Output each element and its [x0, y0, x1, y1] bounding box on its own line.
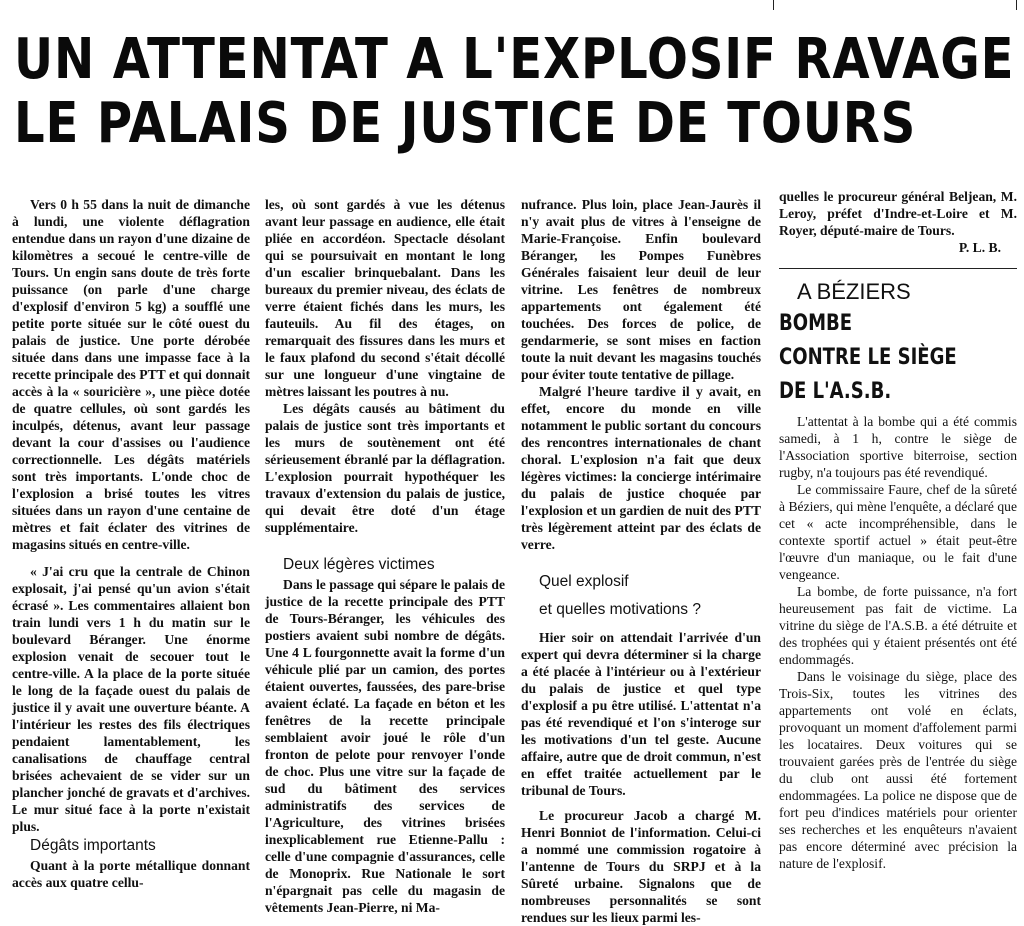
section-subhead: Dégâts importants: [30, 837, 156, 854]
article-column-3: [521, 196, 761, 926]
paragraph: Les dégâts causés au bâtiment du palais de justice sont très importants et les murs de soutènement ont été sérieusement ébranlé par la déflagration. L'explosion pourrait hypothéquer les travaux d'extension du palais de justice, qui devait être doté d'un étage supplémentaire.: [265, 401, 505, 535]
subhead-line-2: et quelles motivations ?: [539, 601, 701, 618]
secondary-headline-line-1: BOMBE: [779, 311, 853, 336]
author-signature: P. L. B.: [958, 240, 1001, 255]
subhead-line-1: Quel explosif: [539, 573, 629, 590]
paragraph: Vers 0 h 55 dans la nuit de dimanche à lundi, une violente déflagration entendue dans un rayon d'une dizaine de kilomètres a secoué le centre-ville de Tours. Un engin sans doute de très forte puissance (on parle d'une charge d'explosif d'environ 5 kg) a soufflé une petite porte située sur le côté ouest du palais de justice. Une porte dérobée située dans dans une impasse face à la recette principale des PTT et qui donnait accès à la « souricière », une pièce dotée de quatre cellules, où sont gardés les inculpés, détenus, avant leur passage devant la cour d'assises ou l'audience correctionnelle. Les dégâts matériels sont très importants. L'onde choc de l'explosion a brisé toutes les vitres situées dans un rayon d'une centaine de mètres et fait éclater des vitrines de magasins situés en centre-ville.: [12, 197, 250, 552]
paragraph: nufrance. Plus loin, place Jean-Jaurès il n'y avait plus de vitres à l'enseigne de Marie-Françoise. Enfin boulevard Béranger, les Pompes Funèbres Générales faisaient leur deuil de leur vitrine. Les fenêtres de nombreux appartements ont également été touchées. Des forces de police, de gendarmerie, se sont mises en faction toute la nuit devant les magasins touchés pour éviter toute tentative de pillage.: [521, 197, 761, 382]
paragraph: L'attentat à la bombe qui a été commis samedi, à 1 h, contre le siège de l'Association sportive biterroise, section rugby, n'a toujours pas été revendiqué.: [779, 414, 1017, 480]
page-edge-mark: [773, 0, 774, 10]
paragraph: quelles le procureur général Beljean, M. Leroy, préfet d'Indre-et-Loire et M. Royer, député-maire de Tours.: [779, 189, 1017, 238]
paragraph: Dans le voisinage du siège, place des Trois-Six, toutes les vitrines des appartements ont volé en éclats, provoquant un moment d'affolement parmi les locataires. Deux voitures qui se trouvaient garées près de l'entrée du siège du club ont aussi été fortement endommagées. La police ne dispose que de fort peu d'indices matériels pour orienter ses recherches et les enquêteurs n'avaient pas encore déterminé avec précision la nature de l'explosif.: [779, 669, 1017, 871]
paragraph: Le commissaire Faure, chef de la sûreté à Béziers, qui mène l'enquête, a déclaré que cet « acte incompréhensible, dans le contexte sportif actuel » était peut-être l'œuvre d'un maniaque, ou le fait d'une vengeance.: [779, 482, 1017, 582]
paragraph: « J'ai cru que la centrale de Chinon explosait, j'ai pensé qu'un avion s'était écrasé ». Les commentaires allaient bon train lundi vers 1 h du matin sur le boulevard Béranger. Une énorme explosion venait de secouer tout le centre-ville. A la place de la porte située le long de la façade ouest du palais de justice il y avait une ouverture béante. A l'intérieur les restes des fils électriques pendaient lamentablement, les canalisations de chauffage central brisées achevaient de se vider sur un plancher jonché de gravats et d'archives. Le mur situé face à la porte n'existait plus.: [12, 564, 250, 834]
headline-line-2: LE PALAIS DE JUSTICE DE TOURS: [14, 91, 917, 156]
location-kicker: A BÉZIERS: [797, 279, 911, 304]
paragraph: Quant à la porte métallique donnant accès aux quatre cellu-: [12, 858, 250, 890]
section-subhead: Deux légères victimes: [283, 556, 435, 573]
paragraph: Malgré l'heure tardive il y avait, en effet, encore du monde en ville notamment le public sortant du concours des rencontres internationales de chant choral. L'explosion n'a fait que deux légères victimes: la concierge intérimaire du palais de justice choquée par l'explosion et un gardien de nuit des PTT très légèrement atteint par des éclats de verre.: [521, 384, 761, 552]
secondary-headline-line-2: CONTRE LE SIÈGE: [779, 345, 957, 370]
paragraph: Le procureur Jacob a chargé M. Henri Bonniot de l'information. Celui-ci a nommé une commission rogatoire à l'antenne de Tours du SRPJ et à la Sûreté urbaine. Signalons que de nombreuses personnalités se sont rendues sur les lieux parmi les-: [521, 808, 761, 925]
section-subhead: [521, 571, 761, 621]
paragraph: les, où sont gardés à vue les détenus avant leur passage en audience, elle était pliée en accordéon. Spectacle désolant qui se poursuivait en montant le long d'un escalier brinquebalant. Dans les bureaux du premier niveau, des éclats de verre étaient fichés dans les murs, les fauteuils. Au fil des étages, on remarquait des fissures dans les murs et le faux plafond du second s'était décollé sur une longueur d'une vingtaine de mètres laissant les poutres à nu.: [265, 197, 505, 399]
main-headline: [14, 27, 1015, 156]
paragraph: La bombe, de forte puissance, n'a fort heureusement pas fait de victime. La vitrine du siège de l'A.S.B. a été détruite et des trophées qui y étaient présentés ont été endommagés.: [779, 584, 1017, 667]
secondary-headline-line-3: DE L'A.S.B.: [779, 379, 892, 404]
paragraph: Hier soir on attendait l'arrivée d'un expert qui devra déterminer si la charge a été placée à l'intérieur ou à l'extérieur du palais de justice et quel type d'explosif a pu être utilisé. L'attentat n'a pas été revendiqué et l'on s'interoge sur les motivations d'un tel geste. Aucune affaire, autre que de droit commun, n'est en effet traitée actuellement par le tribunal de Tours.: [521, 630, 761, 798]
headline-line-1: UN ATTENTAT A L'EXPLOSIF RAVAGE: [14, 27, 1015, 92]
article-column-2: [265, 196, 505, 916]
section-divider: [779, 268, 1017, 269]
page-edge-mark: [1016, 0, 1017, 10]
secondary-headline: [779, 307, 1017, 409]
paragraph: Dans le passage qui sépare le palais de justice de la recette principale des PTT de Tours-Béranger, les véhicules des postiers avaient subi nombre de dégâts. Une 4 L fourgonnette avait la forme d'un véhicule plié par un camion, des portes étaient ouvertes, faussées, des pare-brise avaient éclaté. La façade en béton et les fenêtres de la recette principale semblaient avoir joué le rôle d'un fronton de pelote pour renvoyer l'onde de choc. Plus une vitre sur la façade de sud du bâtiment des services administratifs des services de l'Agriculture, des vitrines brisées inexplicablement rue Etienne-Pallu : celle d'une compagnie d'assurances, celle de Monoprix. Rue Nationale le sort n'épargnait pas celle du magasin de vêtements Jean-Pierre, ni Ma-: [265, 577, 505, 915]
article-column-1: [12, 196, 250, 891]
article-column-4: [779, 188, 1017, 872]
